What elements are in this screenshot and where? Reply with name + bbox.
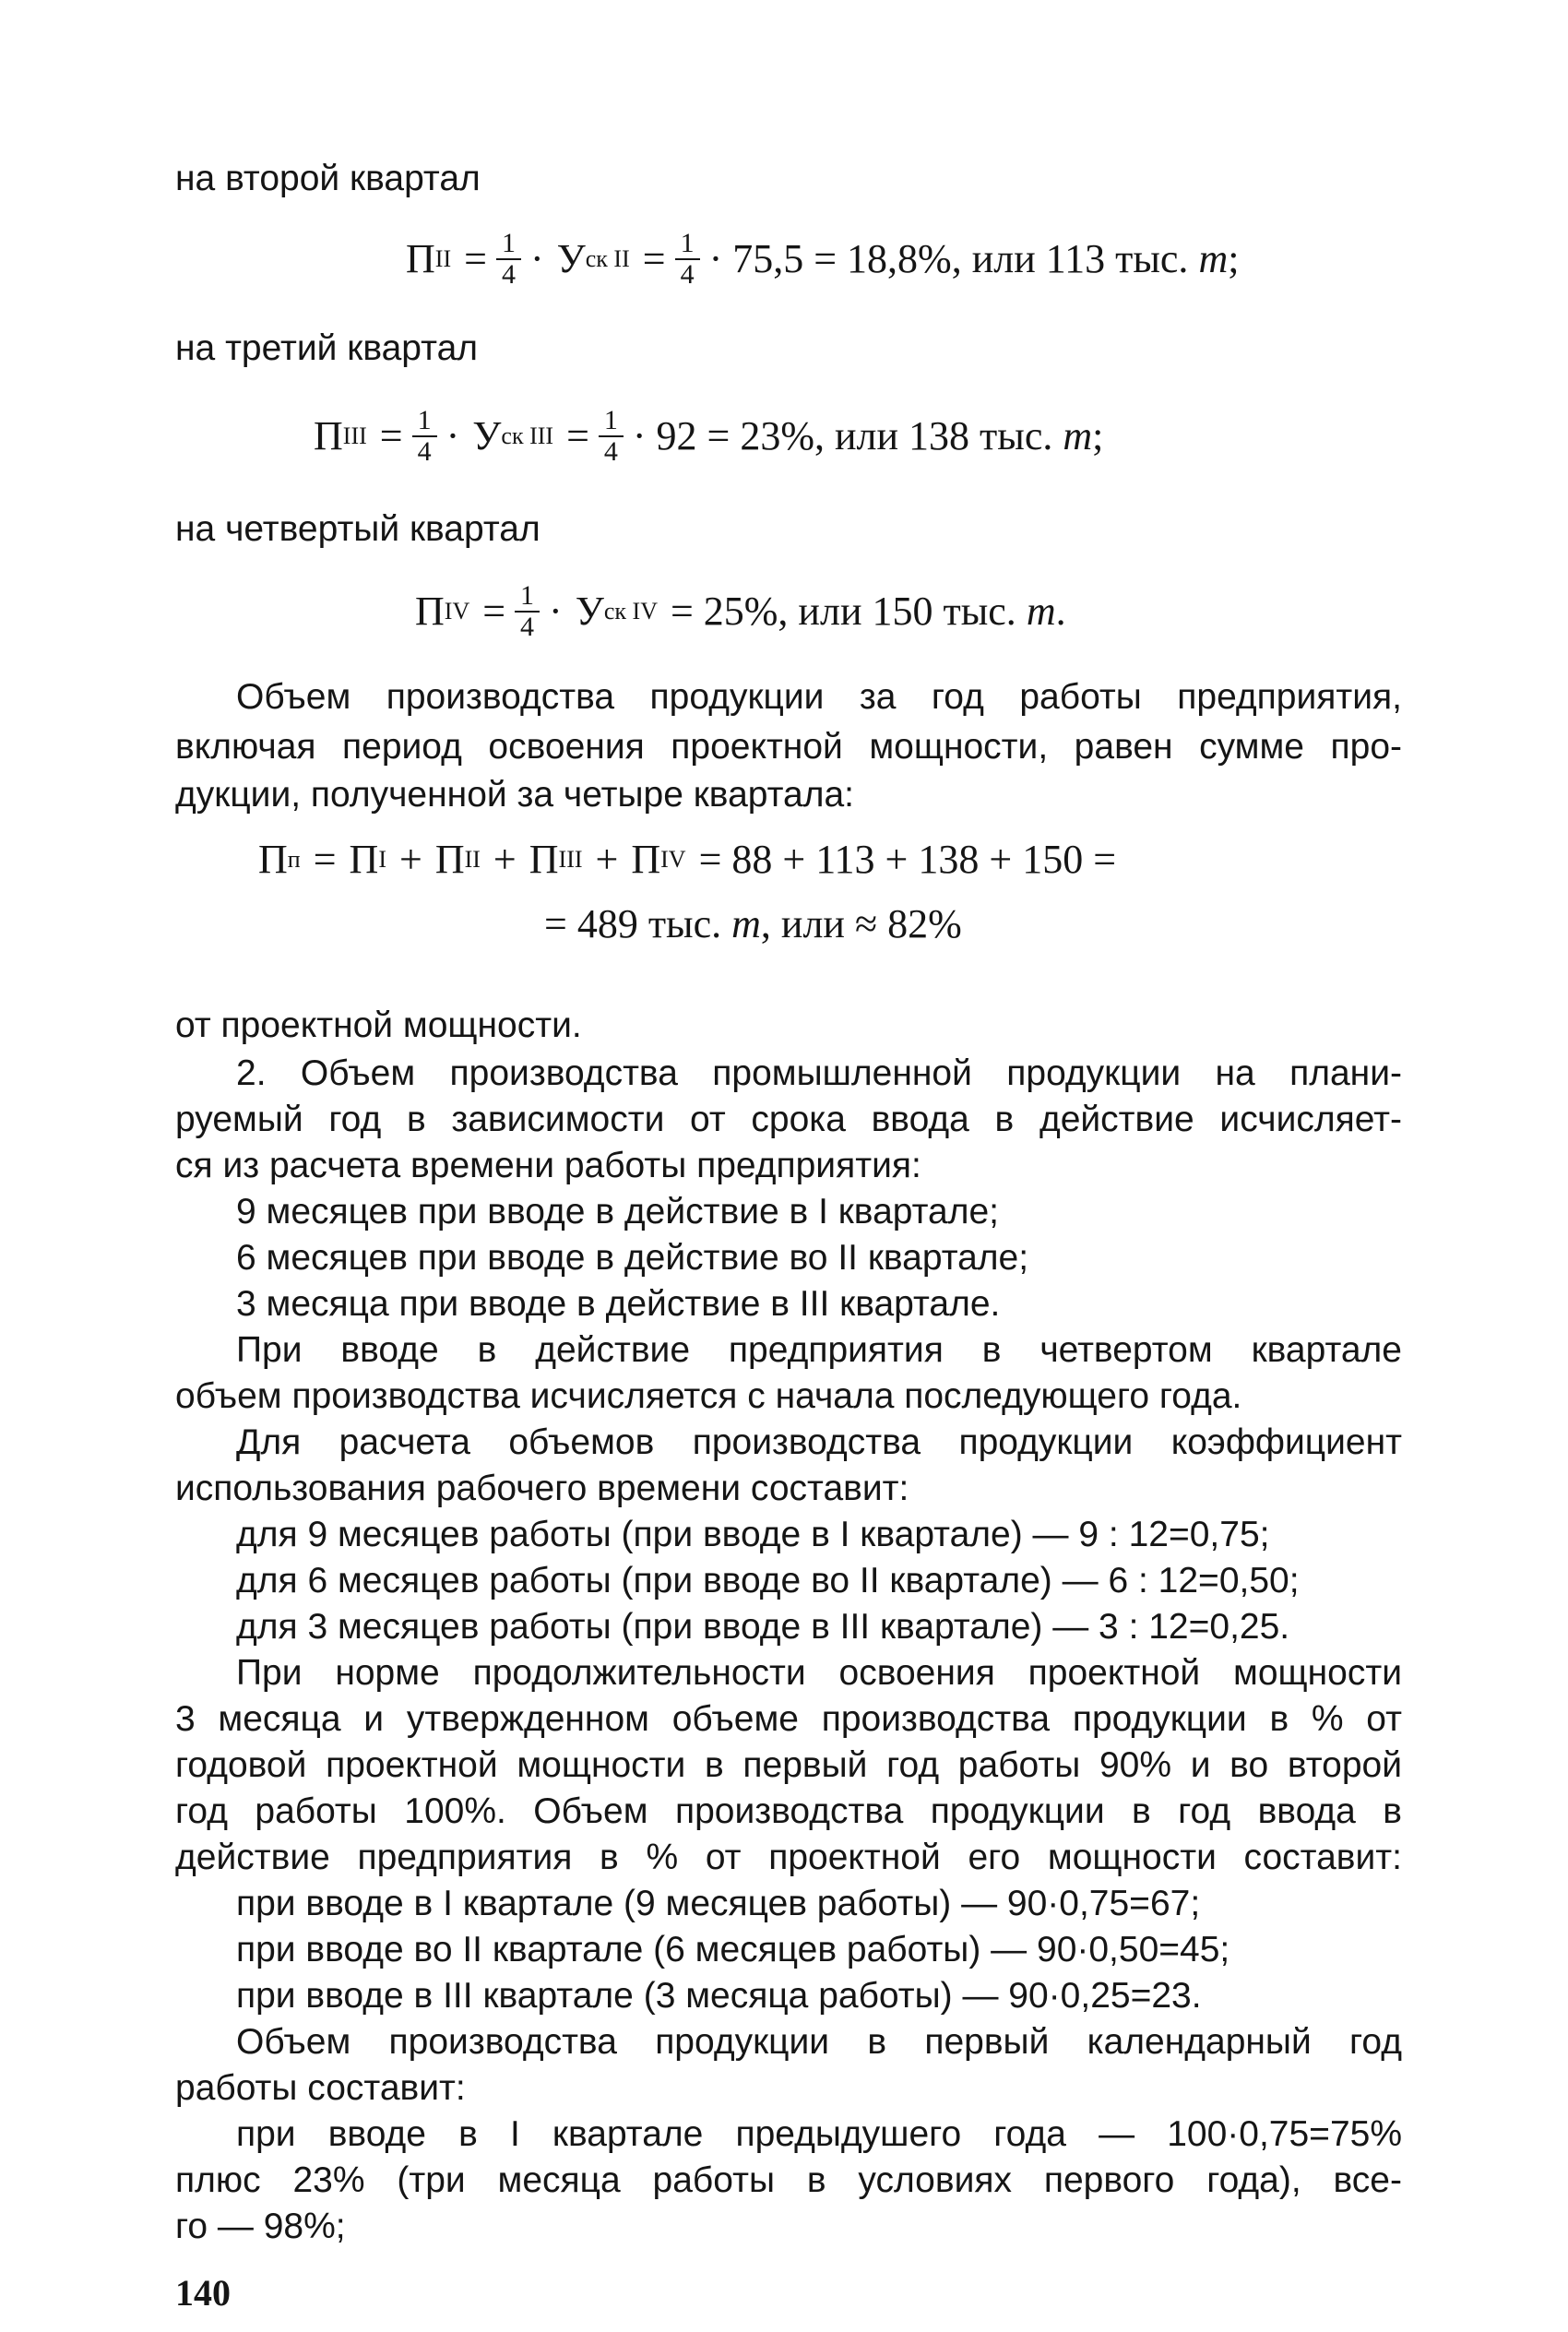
text-line: го — 98%; — [175, 2207, 346, 2246]
text-line: Для расчета объемов производства продукции коэффициент — [236, 1422, 1402, 1462]
text-line: При вводе в действие предприятия в четвертом квартале — [236, 1330, 1402, 1370]
plus-sign: + — [595, 837, 619, 882]
formula-result: = 25%, или 150 тыс. — [670, 589, 1016, 634]
unit-tonnes: т — [1063, 413, 1093, 458]
equals-sign: = — [482, 589, 506, 634]
formula-symbol: У — [575, 589, 604, 634]
formula-third-quarter: П III = $\frac{1}{4}$ · У ск III = $\frac{1}{4}$ · 92 = 23%, или 138 тыс. т ; — [314, 405, 1104, 467]
formula-symbol: П — [415, 589, 445, 634]
formula-result: = 489 тыс. — [544, 901, 722, 946]
fraction-numerator: 1 — [515, 581, 540, 613]
equals-sign: = — [566, 413, 589, 458]
list-item: для 3 месяцев работы (при вводе в III квартале) — 3 : 12=0,25. — [236, 1607, 1290, 1647]
label-second-quarter: на второй квартал — [175, 159, 481, 198]
formula-symbol: П — [258, 837, 288, 882]
formula-end: ; — [1092, 413, 1104, 458]
list-item: для 6 месяцев работы (при вводе во II квартале) — 6 : 12=0,50; — [236, 1561, 1300, 1600]
text-line: Объем производства продукции за год работы предприятия, — [236, 677, 1402, 717]
text-line: ся из расчета времени работы предприятия: — [175, 1146, 921, 1185]
formula-symbol: П — [631, 837, 661, 882]
plus-sign: + — [398, 837, 422, 882]
unit-tonnes: т — [1198, 236, 1229, 281]
formula-annual-sum: П п = П I + П II + П III + П IV = 88 + 113 + 138 + 150 = — [258, 832, 1116, 887]
text-line: включая период освоения проектной мощности, равен сумме про- — [175, 727, 1402, 767]
fraction — [675, 229, 700, 290]
formula-symbol: У — [472, 413, 502, 458]
fraction — [599, 406, 624, 467]
text-line: год работы 100%. Объем производства продукции в год ввода в — [175, 1791, 1402, 1831]
formula-end: . — [1055, 589, 1066, 634]
text-line: объем производства исчисляется с начала последующего года. — [175, 1376, 1242, 1416]
fraction-denominator: 4 — [680, 259, 695, 290]
fraction — [515, 581, 540, 642]
formula-symbol: П — [406, 236, 435, 281]
fraction-numerator: 1 — [599, 406, 624, 437]
formula-result: = 88 + 113 + 138 + 150 = — [698, 837, 1117, 882]
text-line: Объем производства продукции в первый календарный год — [236, 2022, 1402, 2062]
text-line: 2. Объем производства промышленной продукции на плани- — [236, 1053, 1402, 1093]
fraction-denominator: 4 — [603, 436, 618, 467]
text-line: работы составит: — [175, 2068, 466, 2108]
fraction-numerator: 1 — [496, 229, 521, 260]
formula-end: ; — [1228, 236, 1240, 281]
formula-fourth-quarter: П IV = $\frac{1}{4}$ · У ск IV = 25%, или 150 тыс. т . — [415, 580, 1066, 642]
formula-result: , или ≈ 82% — [760, 901, 962, 946]
formula-symbol: П — [314, 413, 343, 458]
equals-sign: = — [313, 837, 337, 882]
list-item: 3 месяца при вводе в действие в III квартале. — [236, 1284, 1001, 1324]
fraction-numerator: 1 — [412, 406, 437, 437]
fraction — [496, 229, 521, 290]
text-line: при вводе в I квартале предыдушего года — 100·0,75=75% — [236, 2114, 1402, 2154]
text-line: 3 месяца и утвержденном объеме производства продукции в % от — [175, 1699, 1402, 1739]
formula-symbol: П — [529, 837, 559, 882]
formula-second-quarter: П II = $\frac{1}{4}$ · У ск II = $\frac{1}{4}$ · 75,5 = 18,8%, или 113 тыс. т ; — [406, 228, 1240, 290]
label-third-quarter: на третий квартал — [175, 328, 479, 368]
plus-sign: + — [493, 837, 517, 882]
multiply-dot: · — [529, 236, 544, 281]
unit-tonnes: т — [731, 901, 761, 946]
fraction-denominator: 4 — [501, 259, 516, 290]
formula-annual-sum-result — [544, 897, 962, 952]
multiply-dot: · — [445, 413, 460, 458]
equals-sign: = — [642, 236, 666, 281]
fraction-numerator: 1 — [675, 229, 700, 260]
list-item: при вводе в I квартале (9 месяцев работы) — 90·0,75=67; — [236, 1884, 1201, 1923]
list-item: 9 месяцев при вводе в действие в I квартале; — [236, 1192, 999, 1231]
formula-symbol: П — [434, 837, 465, 882]
fraction-denominator: 4 — [417, 436, 432, 467]
formula-symbol: У — [556, 236, 586, 281]
text-line: дукции, полученной за четыре квартала: — [175, 775, 854, 815]
equals-sign: = — [379, 413, 403, 458]
formula-symbol: П — [349, 837, 379, 882]
text-line: действие предприятия в % от проектной его мощности составит: — [175, 1838, 1402, 1877]
text-line: руемый год в зависимости от срока ввода в действие исчисляет- — [175, 1100, 1402, 1139]
formula-result: · 75,5 = 18,8%, или 113 тыс. — [708, 236, 1189, 281]
text-line: плюс 23% (три месяца работы в условиях первого года), все- — [175, 2160, 1402, 2200]
fraction-denominator: 4 — [520, 612, 535, 642]
page-number: 140 — [175, 2272, 231, 2314]
label-fourth-quarter: на четвертый квартал — [175, 509, 540, 549]
text-line: годовой проектной мощности в первый год работы 90% и во второй — [175, 1745, 1402, 1785]
list-item: при вводе во II квартале (6 месяцев работы) — 90·0,50=45; — [236, 1930, 1230, 1969]
list-item: при вводе в III квартале (3 месяца работы) — 90·0,25=23. — [236, 1976, 1202, 2016]
text-line: использования рабочего времени составит: — [175, 1469, 909, 1508]
list-item: 6 месяцев при вводе в действие во II квартале; — [236, 1238, 1029, 1278]
text-line: от проектной мощности. — [175, 1005, 582, 1045]
multiply-dot: · — [549, 589, 563, 634]
text-line: При норме продолжительности освоения проектной мощности — [236, 1653, 1402, 1693]
list-item: для 9 месяцев работы (при вводе в I квартале) — 9 : 12=0,75; — [236, 1515, 1270, 1554]
unit-tonnes: т — [1026, 589, 1056, 634]
fraction — [412, 406, 437, 467]
equals-sign: = — [464, 236, 487, 281]
formula-result: · 92 = 23%, или 138 тыс. — [632, 413, 1053, 458]
